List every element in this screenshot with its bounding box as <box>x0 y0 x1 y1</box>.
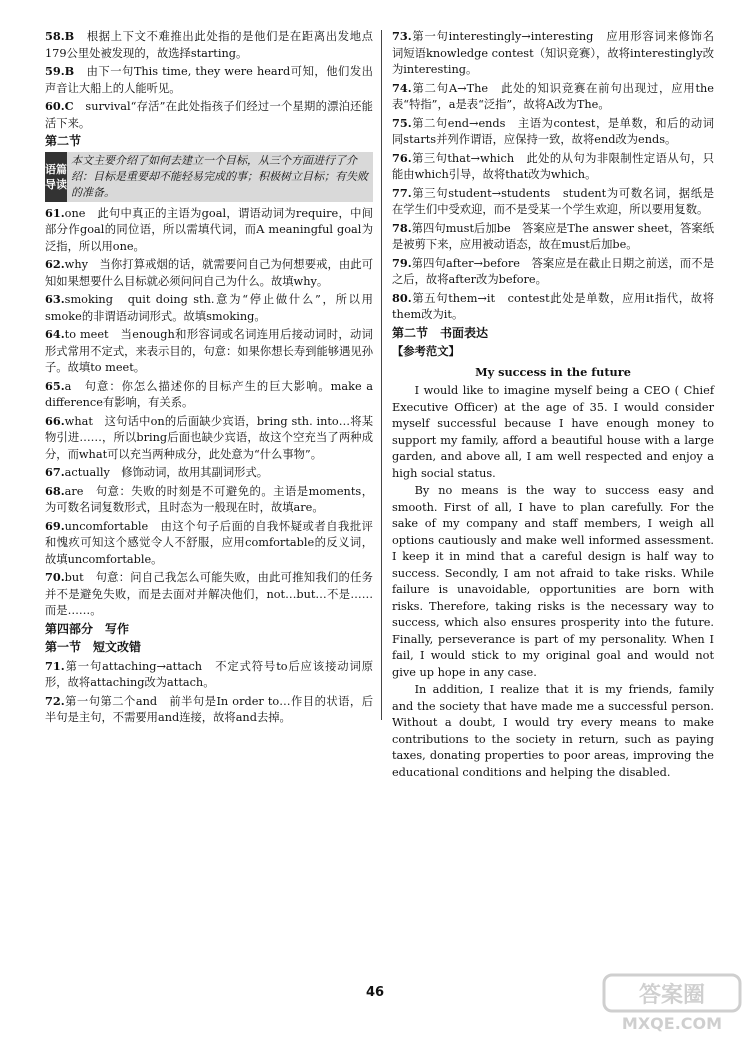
answer-item: 76.第三句that→which 此处的从句为非限制性定语从句，只能由which引导，故将that改为which。 <box>392 150 714 181</box>
reading-guide-box <box>45 152 373 202</box>
essay-title: My success in the future <box>475 364 631 379</box>
watermark-text-bottom: MXQE.COM <box>621 1014 723 1033</box>
section-heading: 第二节 <box>45 134 82 148</box>
answer-item: 59.B 由下一句This time, they were heard可知，他们发出声音让大船上的人能听见。 <box>45 64 373 95</box>
essay-paragraph: By no means is the way to success easy and smooth. First of all, I have to plan carefully. For the sake of my company and staff members, I weigh all options cautiously and make well informed assessment. I keep it in mind that a careful design is half way to success. Secondly, I am not afraid to take risks. While failure is unavoidable, opportunities are born with risks. Therefore, taking risks is the necessary way to success, which also ensures prosperity into the future. Finally, perseverance is part of my personality. When I fail, I would stick to my original goal and would not give up hope in any case. <box>392 484 714 679</box>
answer-item: 78.第四句must后加be 答案应是The answer sheet，答案纸是被剪下来，应用被动语态，故在must后加be。 <box>392 220 714 251</box>
answer-item: 73.第一句interestingly→interesting 应用形容词来修饰名词短语knowledge contest（知识竞赛），故将interestingly改为interesting。 <box>392 29 714 76</box>
answer-item: 67.actually 修饰动词，故用其副词形式。 <box>45 465 269 479</box>
answer-item: 70.but 句意：问自己我怎么可能失败，由此可推知我们的任务并不是避免失败，而是去面对并解决他们，not…but…不是……而是……。 <box>45 570 373 617</box>
answer-item: 72.第一句第二个and 前半句是In order to…作目的状语，后半句是主句，不需要用and连接，故将and去掉。 <box>45 693 373 724</box>
section-heading: 第二节 书面表达 <box>392 325 489 340</box>
answer-item: 74.第二句A→The 此处的知识竞赛在前句出现过，应用the表“特指”，a是表“泛指”，故将A改为The。 <box>392 80 714 111</box>
reference-label: 【参考范文】 <box>392 344 460 358</box>
answer-item: 71.第一句attaching→attach 不定式符号to后应该接动词原形，故将attaching改为attach。 <box>45 658 373 689</box>
essay-paragraph: In addition, I realize that it is my friends, family and the society that have made me a successful person. Without a doubt, I would try every means to make contributions to the society in return, such as paying taxes, donating properties to poor areas, improving the educational conditions and helping the disabled. <box>392 683 714 779</box>
section-heading: 第一节 短文改错 <box>45 640 142 654</box>
left-column <box>45 28 373 728</box>
watermark-text-top: 答案圈 <box>638 983 706 1008</box>
answer-list-c <box>45 658 373 727</box>
answer-item: 58.B 根据上下文不难推出此处指的是他们是在距离出发地点179公里处被发现的，故选择starting。 <box>45 29 373 60</box>
answer-item: 61.one 此句中真正的主语为goal，谓语动词为require，中间部分作goal的同位语，所以需填代词，而A meaningful goal为泛指，所以用one。 <box>45 205 373 253</box>
reading-guide-tag: 语篇导读 <box>45 152 67 202</box>
answer-item: 66.what 这句话中on的后面缺少宾语，bring sth. into…将某物引进……，所以bring后面也缺少宾语，故这个空充当了两种成分，而what可以充当两种成分，此处意为“什么事物”。 <box>45 413 373 461</box>
answer-item: 77.第三句student→students student为可数名词，据纸是在学生们中受欢迎，而不是受某一个学生欢迎，所以要用复数。 <box>392 185 714 216</box>
answer-item: 65.a 句意：你怎么描述你的目标产生的巨大影响。make a difference有影响，有关系。 <box>45 378 373 409</box>
answer-item: 64.to meet 当enough和形容词或名词连用后接动词时，动词形式常用不定式，来表示目的，句意：如果你想长寿到能够遇见孙子。故填to meet。 <box>45 327 373 374</box>
answer-item: 62.why 当你打算戒烟的话，就需要问自己为何想要戒，由此可知如果想要什么目标就必须问问自己为什么。故填why。 <box>45 257 373 288</box>
answer-item: 60.C survival“存活”在此处指孩子们经过一个星期的漂泊还能活下来。 <box>45 99 373 130</box>
page-number: 46 <box>365 985 385 1000</box>
right-column <box>392 28 714 782</box>
reading-guide-text: 本文主要介绍了如何去建立一个目标，从三个方面进行了介绍：目标是重要却不能轻易完成的事；积极树立目标；有失败的准备。 <box>67 152 373 202</box>
answer-item: 80.第五句them→it contest此处是单数，应用it指代，故将them改为it。 <box>392 290 714 321</box>
answer-item: 63.smoking quit doing sth.意为“停止做什么”，所以用smoke的非谓语动词形式。故填smoking。 <box>45 292 373 323</box>
answer-list-a <box>45 28 373 132</box>
answer-list-b <box>45 205 373 620</box>
answer-item: 75.第二句end→ends 主语为contest，是单数，和后的动词同starts并列作谓语，应保持一致，故将end改为ends。 <box>392 115 714 146</box>
column-divider <box>381 30 382 720</box>
answer-item: 79.第四句after→before 答案应是在截止日期之前送，而不是之后，故将after改为before。 <box>392 255 714 286</box>
answer-item: 68.are 句意：失败的时刻是不可避免的。主语是moments，为可数名词复数形式，且时态为一般现在时，故填are。 <box>45 483 373 514</box>
answer-item: 69.uncomfortable 由这个句子后面的自我怀疑或者自我批评和愧疚可知这个感觉令人不舒服，应用comfortable的反义词，故填uncomfortable。 <box>45 518 373 566</box>
essay-paragraph: I would like to imagine myself being a CEO ( Chief Executive Officer) at the age of 35. I would consider myself successful because I have enough money to support my family, afford a beautiful house with a large garden, and above all, I am well respected and enjoy a high social status. <box>392 384 714 480</box>
watermark-logo <box>602 971 742 1033</box>
part-heading: 第四部分 写作 <box>45 621 130 636</box>
correction-list <box>392 28 714 324</box>
